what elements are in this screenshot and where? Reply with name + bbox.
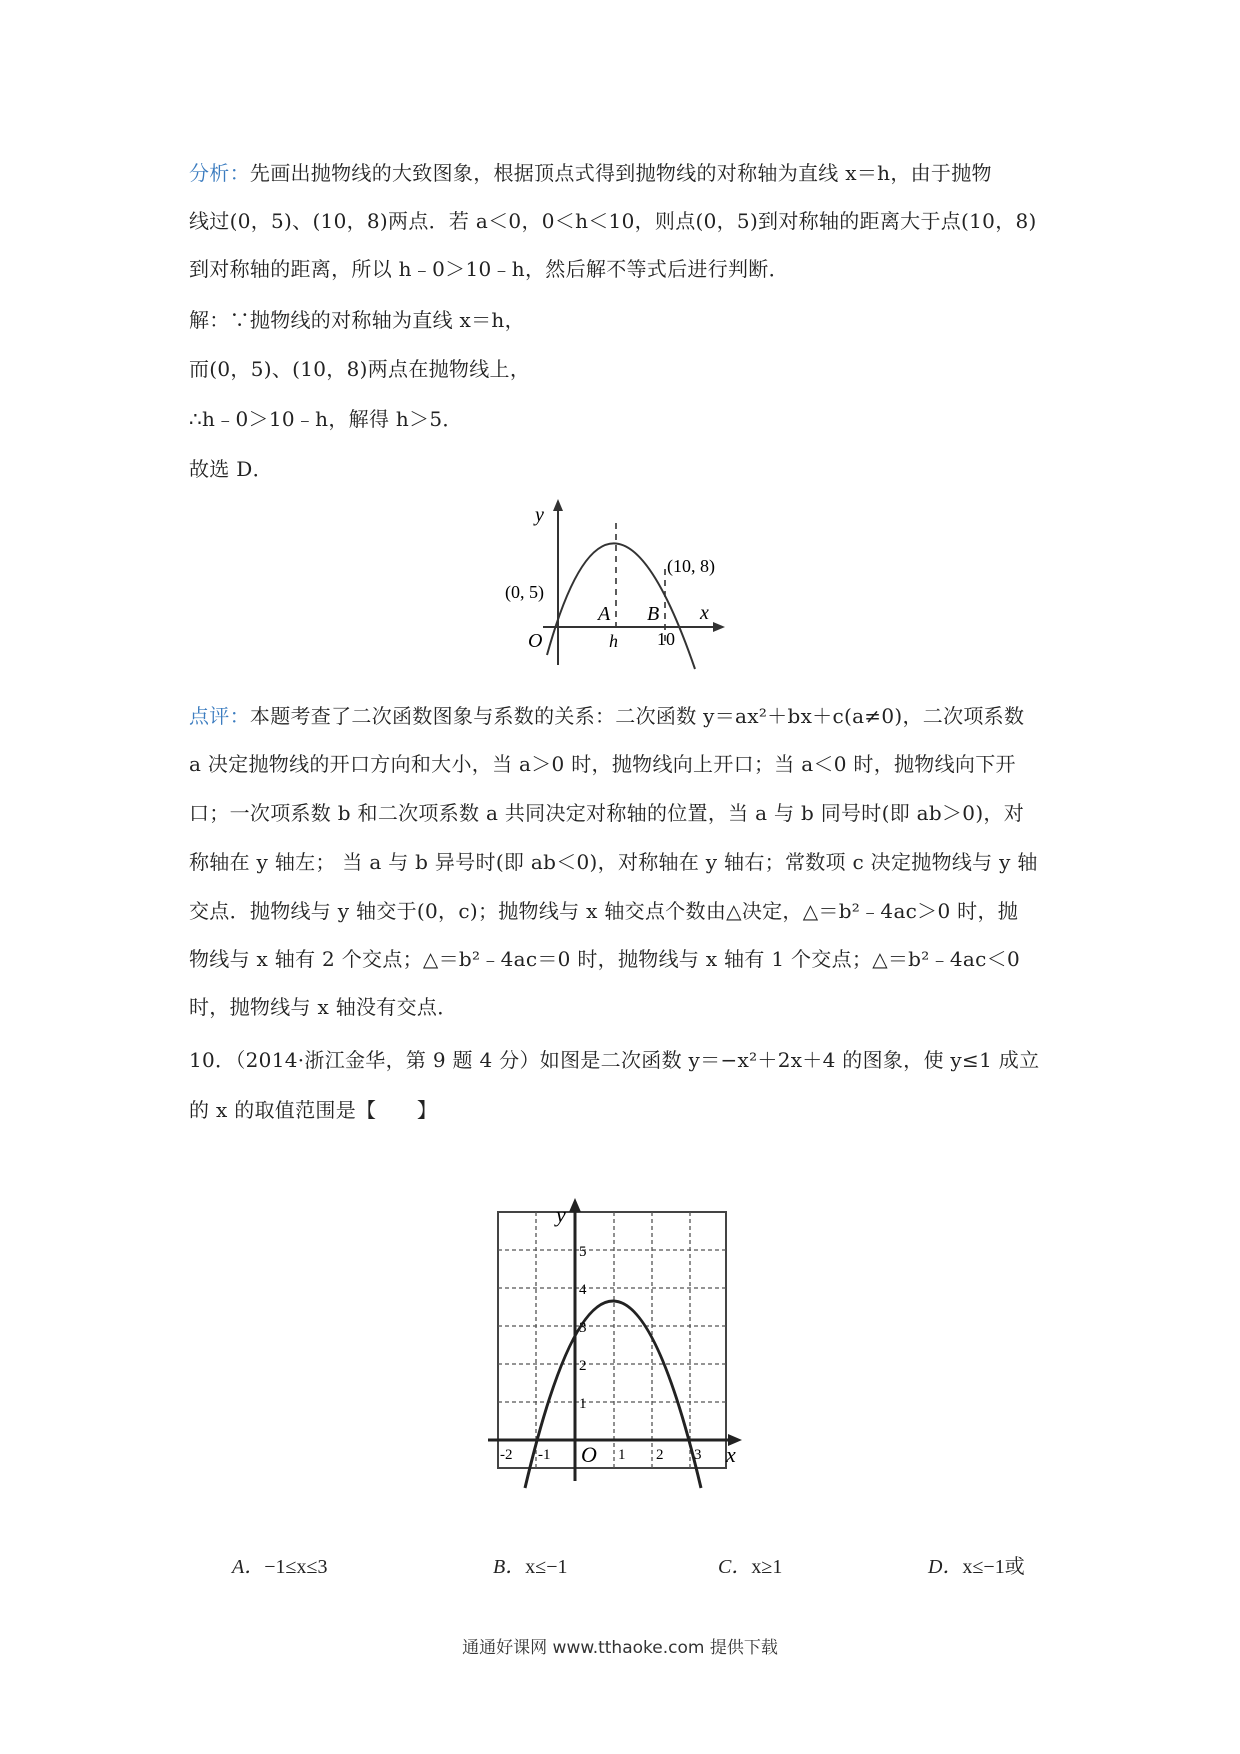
option-b-key: B． — [493, 1556, 526, 1578]
figure2-y-tick-1: 1 — [579, 1396, 587, 1412]
solution-line-3: ∴h﹣0＞10﹣h，解得 h＞5． — [189, 407, 463, 431]
option-d — [928, 1550, 1025, 1579]
analysis-line-1 — [189, 160, 992, 186]
analysis-label: 分析： — [189, 161, 250, 185]
comment-line-5: 交点．抛物线与 y 轴交于(0，c)；抛物线与 x 轴交点个数由△决定，△＝b²﹣4ac＞0 时，抛 — [189, 899, 1019, 923]
comment-line-7: 时，抛物线与 x 轴没有交点． — [189, 995, 458, 1019]
figure2-y-tick-2: 2 — [579, 1358, 587, 1374]
solution-line-1: 解：∵抛物线的对称轴为直线 x＝h， — [189, 308, 525, 332]
figure2-y-tick-4: 4 — [579, 1282, 587, 1298]
figure2-x-tick-1: 1 — [618, 1447, 626, 1463]
figure1-y-label: y — [535, 504, 544, 526]
analysis-line-3: 到对称轴的距离，所以 h﹣0＞10﹣h，然后解不等式后进行判断． — [189, 257, 789, 281]
comment-line-3: 口；一次项系数 b 和二次项系数 a 共同决定对称轴的位置，当 a 与 b 同号时(即 ab＞0)，对 — [189, 801, 1025, 825]
quadratic-grid-figure — [480, 1198, 750, 1498]
figure2-y-tick-3: 3 — [579, 1320, 587, 1336]
figure1-label-A: A — [598, 603, 611, 625]
figure2-y-arrow — [569, 1198, 581, 1212]
page-footer: 通通好课网 www.tthaoke.com 提供下载 — [462, 1638, 778, 1658]
figure1-label-B: B — [647, 603, 660, 625]
figure2-x-tick-neg1: -1 — [538, 1447, 551, 1463]
option-b-text: x≤−1 — [525, 1556, 568, 1578]
option-a-text: −1≤x≤3 — [264, 1556, 328, 1578]
option-c — [718, 1550, 782, 1579]
figure1-x-label: x — [700, 602, 709, 624]
figure2-origin-label: O — [581, 1442, 597, 1467]
option-a — [232, 1550, 327, 1579]
figure2-x-label: x — [726, 1442, 736, 1467]
question-line-2: 的 x 的取值范围是【 】 — [189, 1098, 438, 1122]
comment-line-1 — [189, 703, 1024, 729]
solution-line-4: 故选 D． — [189, 457, 273, 481]
option-d-text: x≤−1或 — [962, 1556, 1025, 1578]
figure1-x-arrow — [713, 622, 725, 632]
figure2-y-tick-5: 5 — [579, 1244, 587, 1260]
comment-label: 点评： — [189, 704, 250, 728]
question-line-1: 10．（2014·浙江金华，第 9 题 4 分）如图是二次函数 y＝−x²＋2x＋4 的图象，使 y≤1 成立 — [189, 1048, 1040, 1072]
option-b — [493, 1550, 567, 1579]
figure1-label-10: 10 — [657, 629, 675, 649]
figure1-label-h: h — [609, 631, 618, 651]
option-c-text: x≥1 — [751, 1556, 783, 1578]
comment-text-1: 本题考查了二次函数图象与系数的关系：二次函数 y＝ax²＋bx＋c(a≠0)，二次项系数 — [249, 704, 1025, 728]
analysis-line-2: 线过(0，5)、(10，8)两点．若 a＜0，0＜h＜10，则点(0，5)到对称轴的距离大于点(10，8) — [189, 209, 1037, 233]
comment-line-6: 物线与 x 轴有 2 个交点；△＝b²﹣4ac＝0 时，抛物线与 x 轴有 1 个交点；△＝b²﹣4ac＜0 — [189, 947, 1020, 971]
figure2-grid-lines — [498, 1212, 726, 1468]
figure2-parabola-curve — [525, 1301, 701, 1488]
solution-line-2: 而(0，5)、(10，8)两点在抛物线上， — [189, 357, 531, 381]
option-d-key: D． — [928, 1556, 963, 1578]
figure1-y-arrow — [553, 499, 563, 511]
analysis-text-1: 先画出抛物线的大致图象，根据顶点式得到抛物线的对称轴为直线 x＝h，由于抛物 — [249, 161, 992, 185]
option-a-key: A． — [232, 1556, 265, 1578]
parabola-sketch-figure — [495, 495, 745, 675]
figure2-x-tick-2: 2 — [656, 1447, 664, 1463]
comment-line-2: a 决定抛物线的开口方向和大小，当 a＞0 时，抛物线向上开口；当 a＜0 时，抛物线向下开 — [189, 752, 1016, 776]
figure1-origin-label: O — [528, 630, 543, 652]
comment-line-4: 称轴在 y 轴左； 当 a 与 b 异号时(即 ab＜0)，对称轴在 y 轴右；常数项 c 决定抛物线与 y 轴 — [189, 850, 1038, 874]
figure2-x-tick-3: 3 — [694, 1447, 702, 1463]
option-c-key: C． — [718, 1556, 752, 1578]
figure1-point2-label: (10, 8) — [667, 556, 715, 576]
figure1-point1-label: (0, 5) — [505, 582, 544, 602]
figure2-x-tick-neg2: -2 — [500, 1447, 513, 1463]
figure2-y-label: y — [556, 1202, 566, 1227]
